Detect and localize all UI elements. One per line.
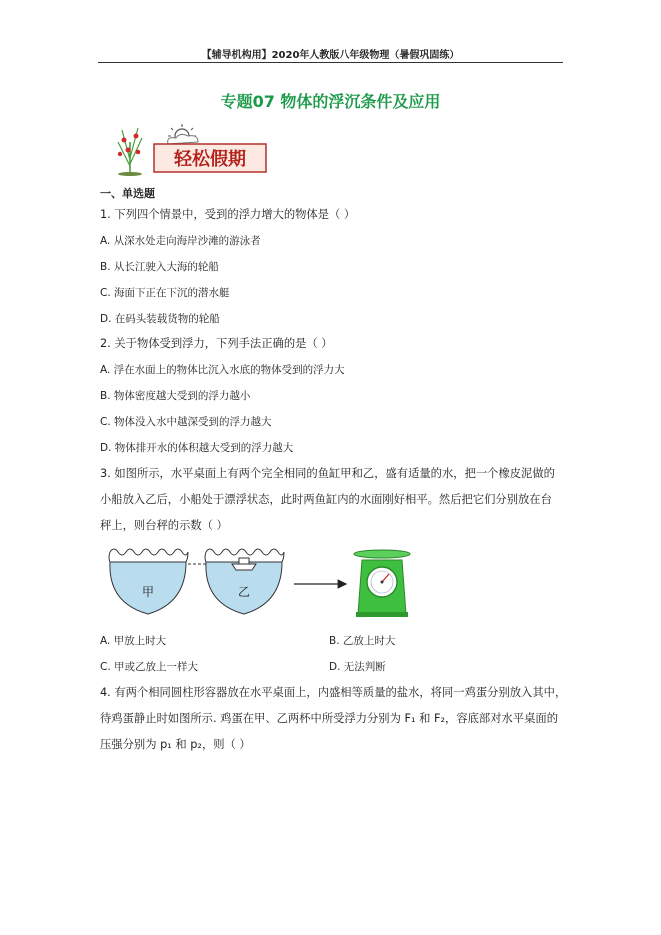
sun-icon: [168, 124, 198, 144]
q2-option-c: C. 物体没入水中越深受到的浮力越大: [100, 416, 272, 428]
q2-option-d: D. 物体排开水的体积越大受到的浮力越大: [100, 442, 294, 454]
q1-option-b: B. 从长江驶入大海的轮船: [100, 261, 219, 273]
q2-option-b: B. 物体密度越大受到的浮力越小: [100, 390, 251, 402]
banner-text: 轻松假期: [174, 149, 246, 170]
question-4-line-2: 待鸡蛋静止时如图所示. 鸡蛋在甲、乙两杯中所受浮力分别为 F₁ 和 F₂，容底部对水平桌面的: [100, 712, 558, 725]
q1-option-d: D. 在码头装载货物的轮船: [100, 313, 220, 325]
tank-yi-label: 乙: [237, 585, 251, 599]
q1-option-c: C. 海面下正在下沉的潜水艇: [100, 287, 230, 299]
question-4-line-1: 4. 有两个相同圆柱形容器放在水平桌面上，内盛相等质量的盐水，将同一鸡蛋分别放入其中，: [100, 686, 567, 699]
q3-option-a: A. 甲放上时大: [100, 635, 167, 647]
section-heading-single-choice: 一、单选题: [100, 187, 155, 200]
q3-option-b: B. 乙放上时大: [329, 635, 396, 647]
platform-scale-icon: [354, 550, 410, 617]
toy-boat-icon: [232, 558, 256, 570]
question-2: 2. 关于物体受到浮力，下列手法正确的是（ ）: [100, 337, 333, 350]
holiday-banner: [108, 122, 268, 176]
question-3-line-1: 3. 如图所示，水平桌面上有两个完全相同的鱼缸甲和乙，盛有适量的水，把一个橡皮泥做的: [100, 467, 555, 480]
question-3-line-2: 小船放入乙后，小船处于漂浮状态，此时两鱼缸内的水面刚好相平。然后把它们分别放在台: [100, 493, 552, 506]
question-4-line-3: 压强分别为 p₁ 和 p₂，则（ ）: [100, 738, 251, 751]
q3-option-d: D. 无法判断: [329, 661, 386, 673]
flower-plant-icon: [118, 128, 142, 176]
question-3-line-3: 秤上，则台秤的示数（ ）: [100, 519, 228, 532]
question-1: 1. 下列四个情景中，受到的浮力增大的物体是（ ）: [100, 208, 356, 221]
header-rule: [98, 62, 563, 63]
page-title: 专题07 物体的浮沉条件及应用: [220, 92, 441, 111]
q3-option-c: C. 甲或乙放上一样大: [100, 661, 199, 673]
fish-tank-figure: [108, 548, 438, 618]
tank-jia: [109, 549, 188, 614]
tank-jia-label: 甲: [141, 585, 155, 599]
q2-option-a: A. 浮在水面上的物体比沉入水底的物体受到的浮力大: [100, 364, 345, 376]
page-header: 【辅导机构用】2020年人教版八年级物理（暑假巩固练）: [201, 50, 460, 61]
tank-yi: [205, 549, 284, 614]
q1-option-a: A. 从深水处走向海岸沙滩的游泳者: [100, 235, 261, 247]
